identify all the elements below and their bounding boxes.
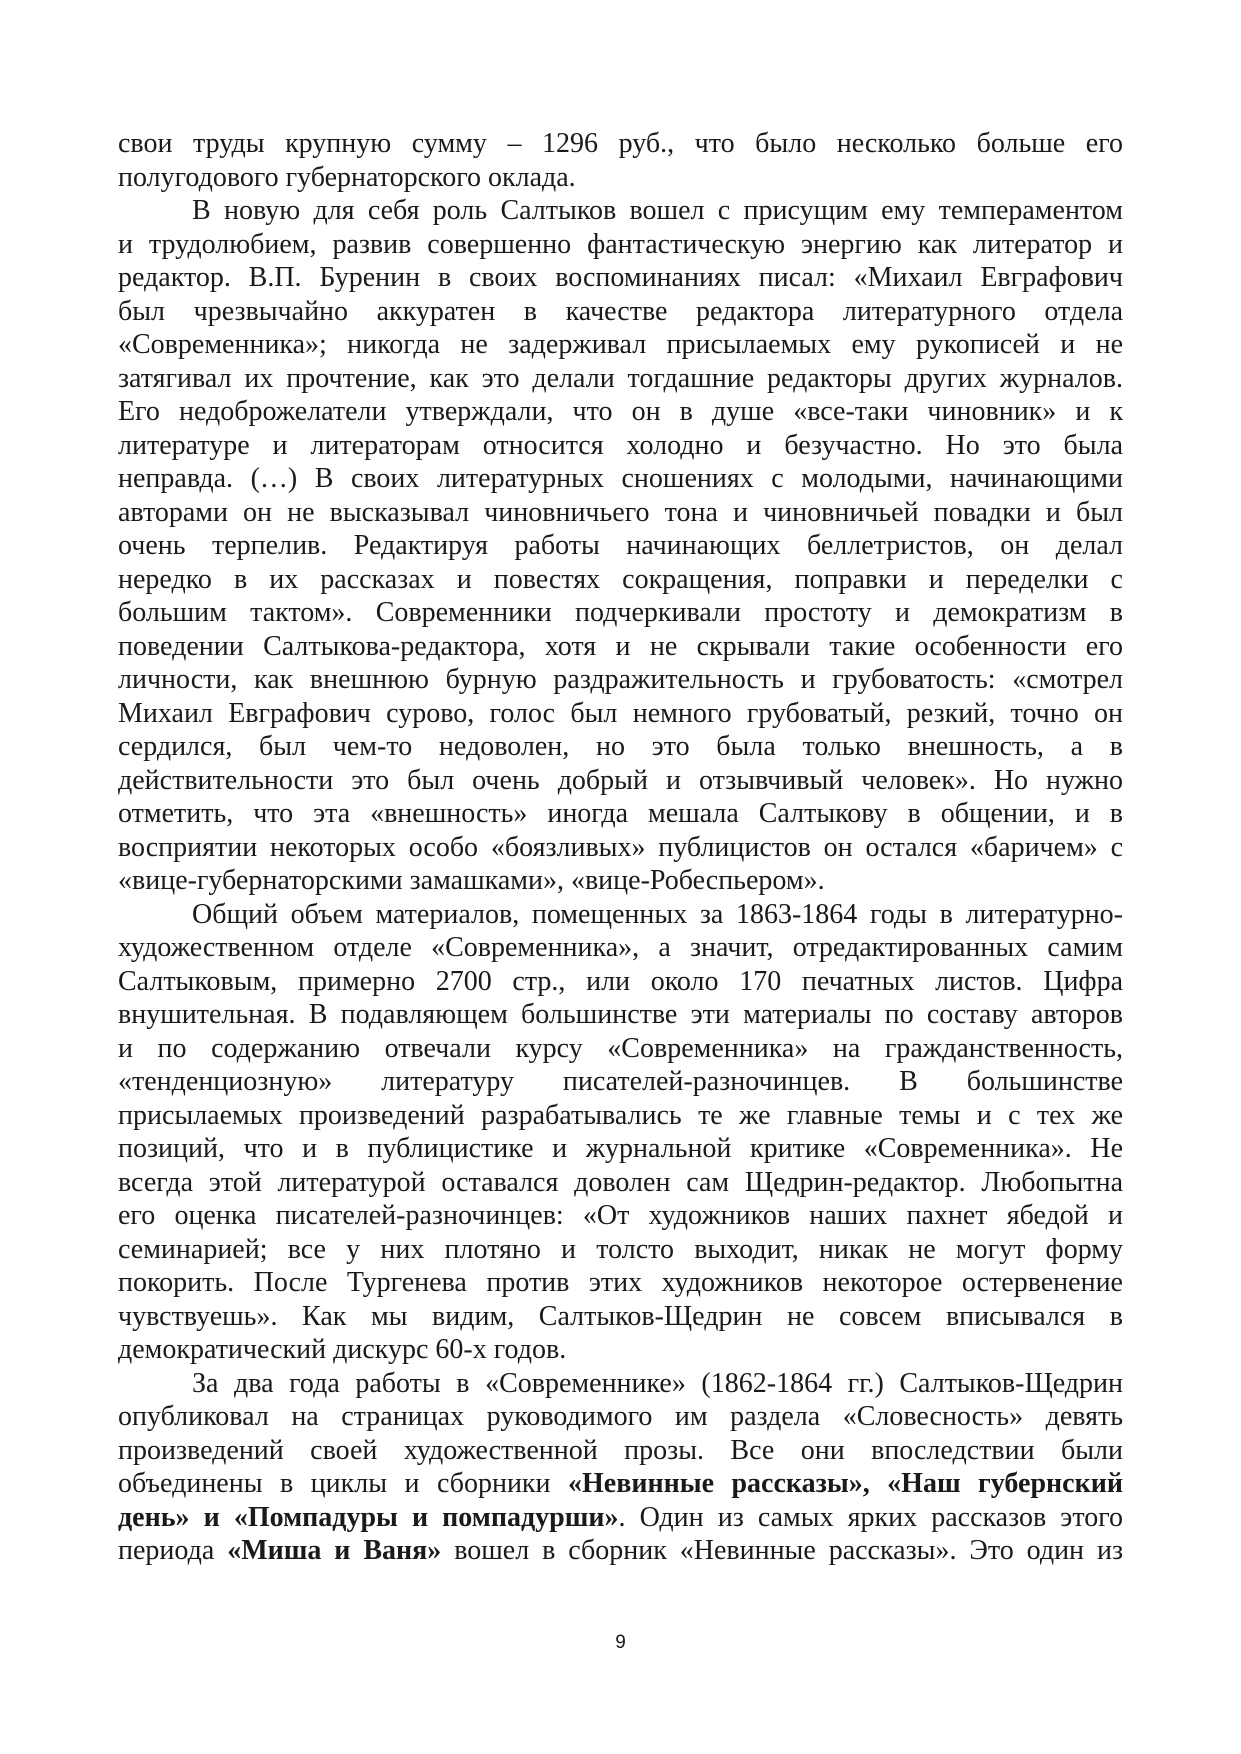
text-line bbox=[118, 1501, 1123, 1535]
text-line: художественном отделе «Современника», а значит, отредактированных самим bbox=[118, 932, 1123, 963]
text-line: произведений своей художественной прозы. Все они впоследствии были bbox=[118, 1434, 1123, 1466]
text-line: полугодового губернаторского оклада. bbox=[118, 161, 576, 193]
page-number: 9 bbox=[615, 1632, 626, 1653]
bold-text-span: «Невинные рассказы», «Наш губернский bbox=[567, 1468, 1123, 1499]
text-line: нередко в их рассказах и повестях сокращения, поправки и переделки с bbox=[118, 563, 1123, 595]
text-line: сердился, был чем-то недоволен, но это была только внешность, а в bbox=[118, 731, 1123, 762]
text-line: всегда этой литературой оставался доволен сам Щедрин-редактор. Любопытна bbox=[118, 1166, 1123, 1198]
text-line: восприятии некоторых особо «боязливых» публицистов он остался «баричем» с bbox=[118, 831, 1123, 863]
body-text bbox=[118, 127, 1123, 1568]
text-line: Общий объем материалов, помещенных за 1863-1864 годы в литературно- bbox=[192, 898, 1123, 930]
text-span: вошел в сборник «Невинные рассказы». Это один из bbox=[441, 1535, 1123, 1566]
text-line: очень терпелив. Редактируя работы начинающих беллетристов, он делал bbox=[118, 530, 1123, 561]
text-line: большим тактом». Современники подчеркивали простоту и демократизм в bbox=[118, 597, 1123, 628]
text-span: периода bbox=[118, 1535, 228, 1566]
text-line: «вице-губернаторскими замашками», «вице-Робеспьером». bbox=[118, 865, 825, 896]
text-line: Его недоброжелатели утверждали, что он в душе «все-таки чиновник» и к bbox=[118, 396, 1123, 427]
text-span: . Один из самых ярких рассказов этого bbox=[618, 1501, 1123, 1533]
text-line: и по содержанию отвечали курсу «Современника» на гражданственность, bbox=[118, 1032, 1123, 1064]
text-line: авторами он не высказывал чиновничьего тона и чиновничьей повадки и был bbox=[118, 496, 1123, 528]
text-line: «Современника»; никогда не задерживал присылаемых ему рукописей и не bbox=[118, 329, 1123, 360]
text-line: позиций, что и в публицистике и журнальной критике «Современника». Не bbox=[118, 1133, 1123, 1164]
text-line: За два года работы в «Современнике» (1862-1864 гг.) Салтыков-Щедрин bbox=[192, 1367, 1123, 1399]
text-line: редактор. В.П. Буренин в своих воспоминаниях писал: «Михаил Евграфович bbox=[118, 262, 1123, 293]
text-line: неправда. (…) В своих литературных сношениях с молодыми, начинающими bbox=[118, 463, 1123, 494]
bold-text-span: день» и «Помпадуры и помпадурши» bbox=[118, 1501, 619, 1533]
text-line: «тенденциозную» литературу писателей-разночинцев. В большинстве bbox=[118, 1066, 1123, 1097]
text-line: демократический дискурс 60-х годов. bbox=[118, 1334, 567, 1365]
text-line: поведении Салтыкова-редактора, хотя и не скрывали такие особенности его bbox=[118, 630, 1123, 662]
text-line: чувствуешь». Как мы видим, Салтыков-Щедрин не совсем вписывался в bbox=[118, 1300, 1123, 1332]
text-line: и трудолюбием, развив совершенно фантастическую энергию как литератор и bbox=[118, 228, 1123, 260]
text-line: Михаил Евграфович сурово, голос был немного грубоватый, резкий, точно он bbox=[118, 697, 1123, 729]
text-line: Салтыковым, примерно 2700 стр., или около 170 печатных листов. Цифра bbox=[118, 965, 1123, 997]
text-span: объединены в циклы и сборники bbox=[118, 1468, 568, 1499]
text-line: покорить. После Тургенева против этих художников некоторое остервенение bbox=[118, 1267, 1123, 1298]
text-line: действительности это был очень добрый и отзывчивый человек». Но нужно bbox=[118, 764, 1123, 796]
text-line: был чрезвычайно аккуратен в качестве редактора литературного отдела bbox=[118, 295, 1123, 327]
text-line: опубликовал на страницах руководимого им раздела «Словесность» девять bbox=[118, 1401, 1123, 1432]
text-line bbox=[118, 1467, 1123, 1501]
text-line: литературе и литераторам относится холодно и безучастно. Но это была bbox=[118, 429, 1123, 461]
text-line bbox=[118, 1534, 1123, 1568]
text-line: присылаемых произведений разрабатывались те же главные темы и с тех же bbox=[118, 1099, 1123, 1131]
text-line: личности, как внешнюю бурную раздражительность и грубоватость: «смотрел bbox=[118, 664, 1123, 695]
text-line: В новую для себя роль Салтыков вошел с присущим ему темпераментом bbox=[192, 195, 1123, 226]
text-line: свои труды крупную сумму – 1296 руб., что было несколько больше его bbox=[118, 128, 1123, 159]
text-line: его оценка писателей-разночинцев: «От художников наших пахнет ябедой и bbox=[118, 1200, 1123, 1231]
text-line: семинарией; все у них плотяно и толсто выходит, никак не могут форму bbox=[118, 1233, 1123, 1265]
text-line: затягивал их прочтение, как это делали тогдашние редакторы других журналов. bbox=[118, 362, 1123, 394]
bold-text-span: «Миша и Ваня» bbox=[227, 1535, 442, 1566]
text-line: внушительная. В подавляющем большинстве эти материалы по составу авторов bbox=[118, 999, 1123, 1030]
text-line: отметить, что эта «внешность» иногда мешала Салтыкову в общении, и в bbox=[118, 798, 1123, 829]
